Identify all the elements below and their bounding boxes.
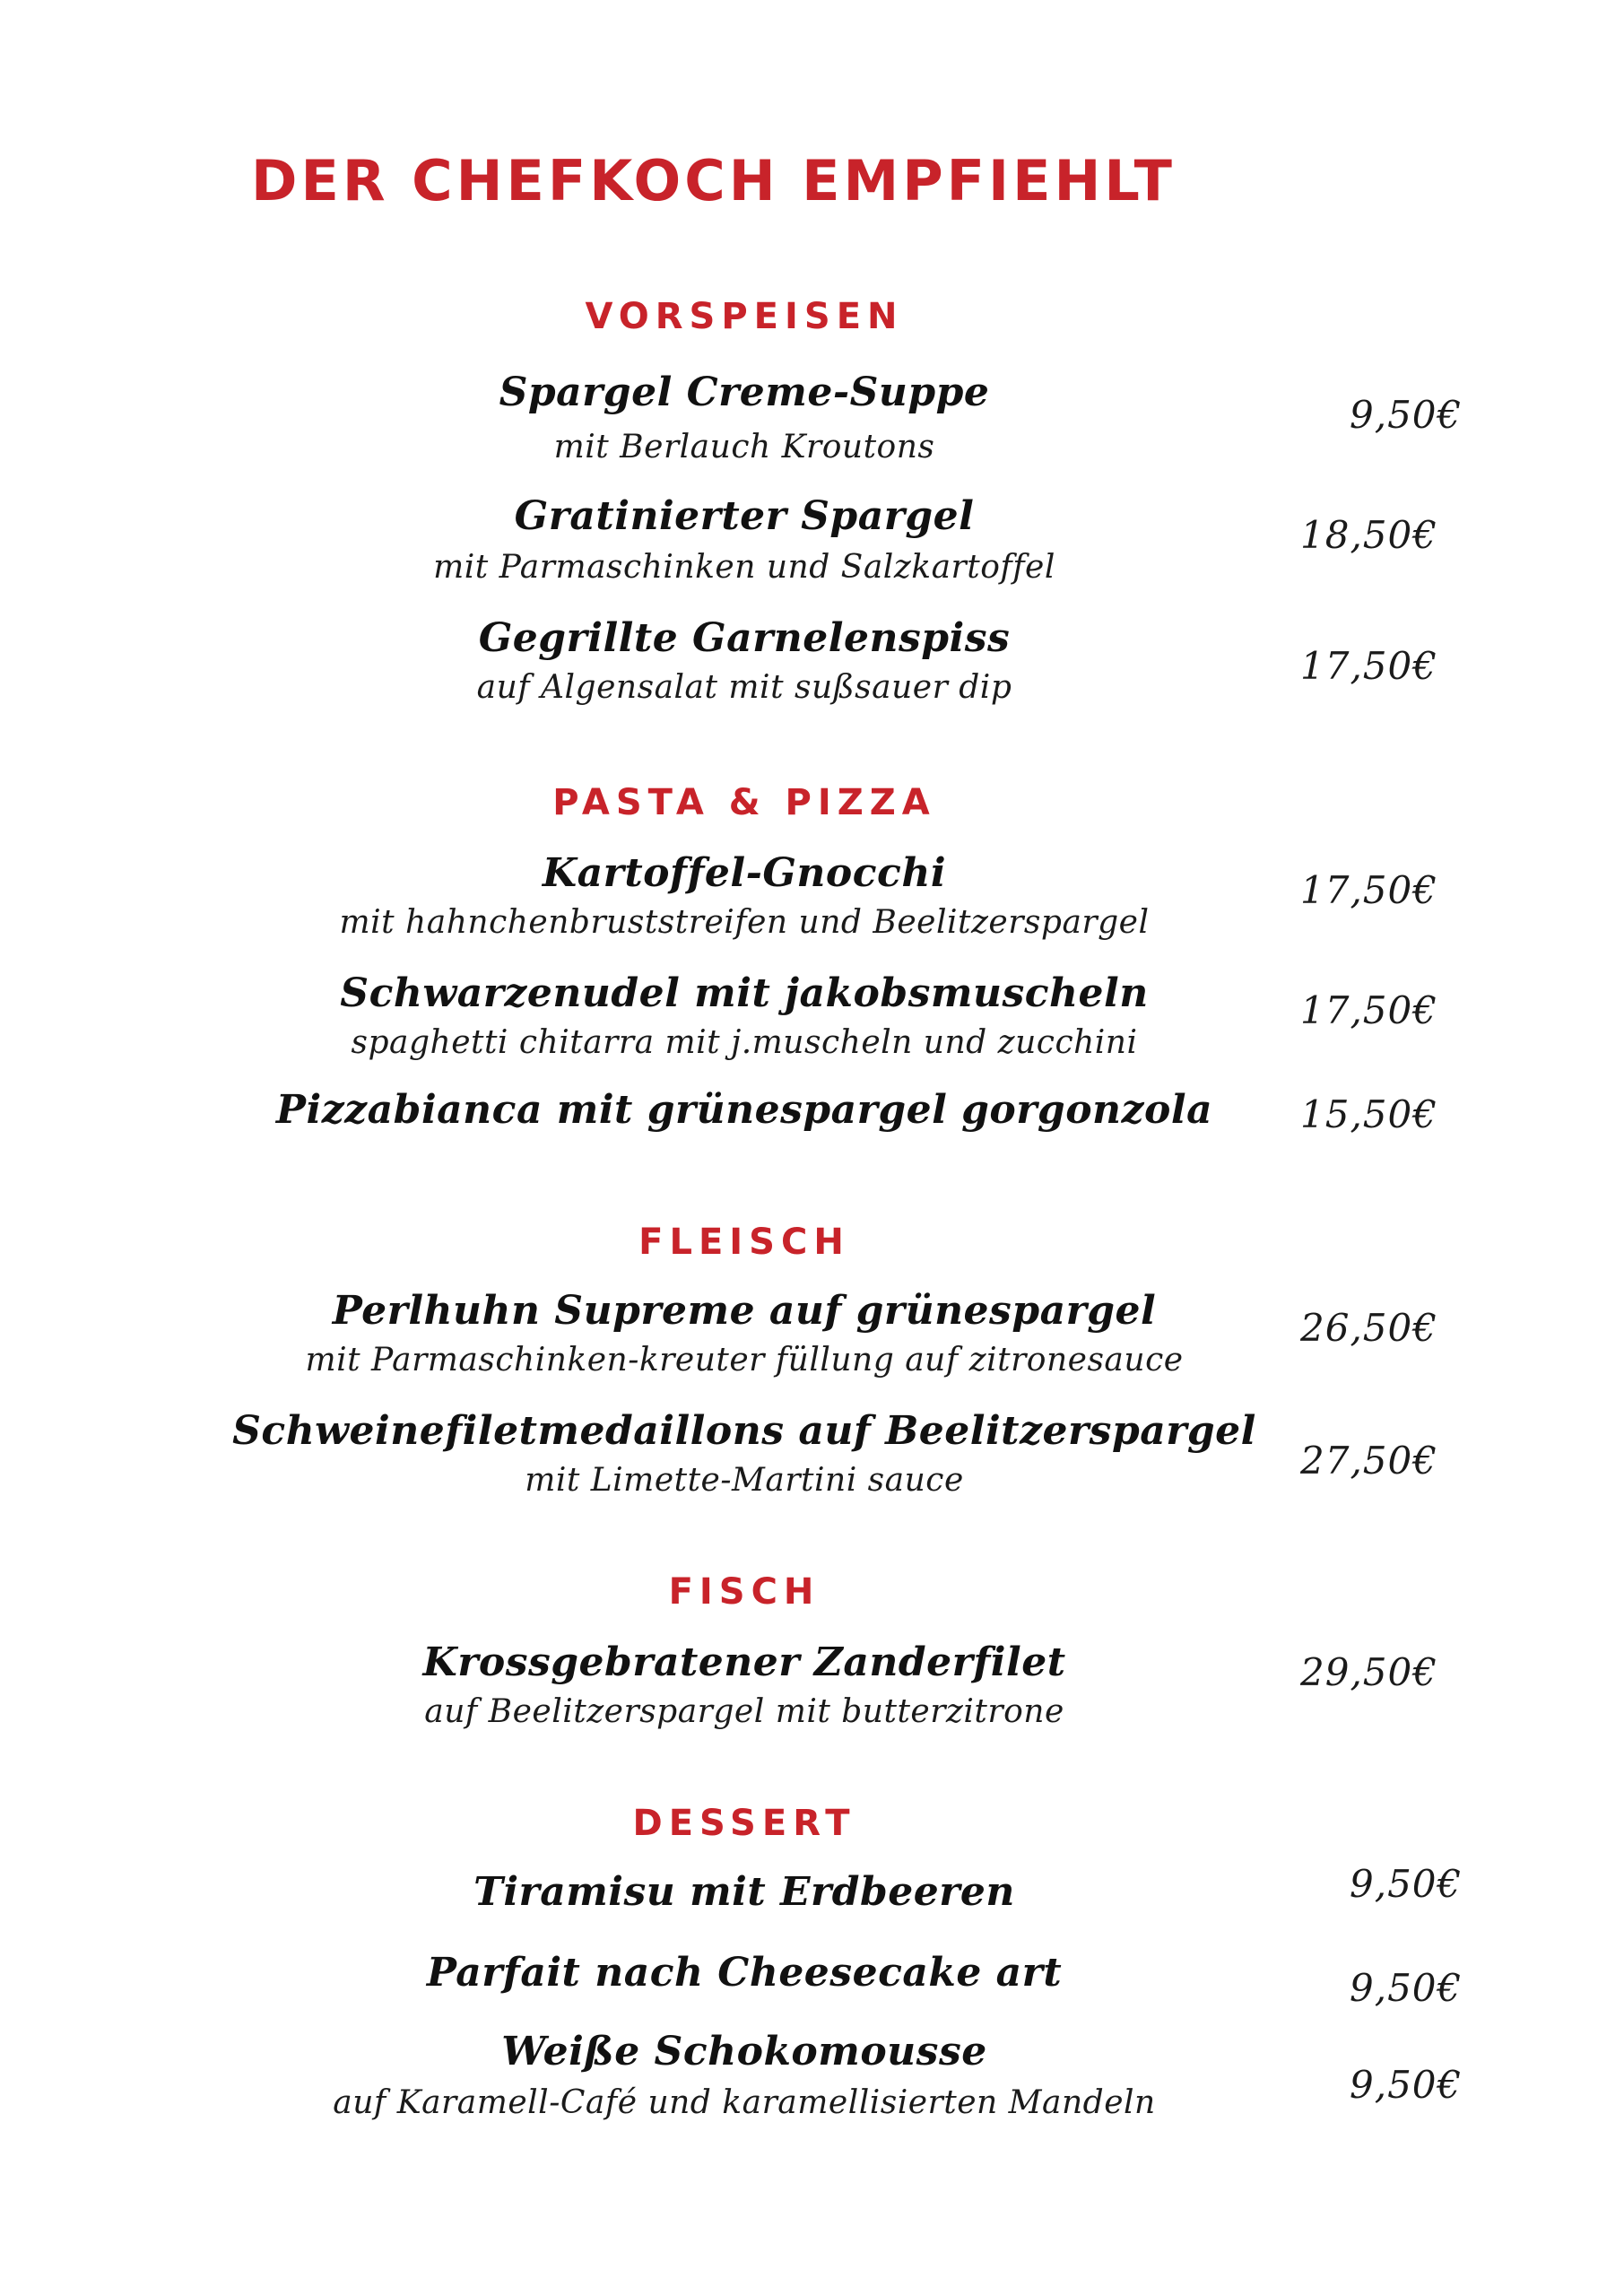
item-price: 9,50€ [1350,1862,1463,1906]
item-name: Schwarzenudel mit jakobsmuscheln [340,970,1149,1016]
item-description: mit Parmaschinken und Salzkartoffel [433,549,1055,586]
item-price: 17,50€ [1300,644,1437,688]
item-description: auf Beelitzerspargel mit butterzitrone [424,1693,1064,1730]
item-name: Tiramisu mit Erdbeeren [473,1869,1015,1915]
item-description: mit Berlauch Kroutons [553,429,935,465]
item-price: 26,50€ [1300,1306,1437,1350]
item-name: Perlhuhn Supreme auf grünespargel [332,1288,1157,1334]
item-description: auf Karamell-Café und karamellisierten Mandeln [333,2084,1156,2121]
item-name: Spargel Creme-Suppe [499,370,990,415]
section-heading-pasta-pizza: PASTA & PIZZA [552,782,936,823]
item-description: mit Parmaschinken-kreuter füllung auf zitronesauce [305,1342,1184,1378]
item-price: 9,50€ [1350,1966,1463,2010]
item-price: 9,50€ [1350,393,1463,437]
section-heading-fleisch: FLEISCH [638,1222,850,1263]
item-description: mit Limette-Martini sauce [525,1462,964,1499]
item-name: Gratinierter Spargel [514,493,975,539]
item-description: auf Algensalat mit sußsauer dip [476,669,1012,706]
item-description: spaghetti chitarra mit j.muscheln und zucchini [351,1024,1138,1061]
item-name: Gegrillte Garnelenspiss [478,615,1011,661]
item-name: Parfait nach Cheesecake art [426,1950,1063,1996]
item-price: 29,50€ [1300,1650,1437,1694]
item-name: Schweinefiletmedaillons auf Beelitzerspargel [232,1408,1256,1454]
item-price: 9,50€ [1350,2063,1463,2107]
section-heading-fisch: FISCH [668,1571,821,1613]
item-price: 18,50€ [1300,513,1437,557]
item-name: Krossgebratener Zanderfilet [422,1639,1066,1685]
item-price: 27,50€ [1300,1439,1437,1483]
item-name: Kartoffel-Gnocchi [542,850,947,896]
item-name: Pizzabianca mit grünespargel gorgonzola [275,1087,1213,1133]
item-description: mit hahnchenbruststreifen und Beelitzerspargel [339,904,1150,941]
item-price: 15,50€ [1300,1092,1437,1136]
item-name: Weiße Schokomousse [501,2029,987,2074]
menu-title: DER CHEFKOCH EMPFIEHLT [251,148,1176,213]
item-price: 17,50€ [1300,988,1437,1032]
section-heading-vorspeisen: VORSPEISEN [585,296,904,337]
section-heading-dessert: DESSERT [632,1803,856,1844]
item-price: 17,50€ [1300,868,1437,912]
